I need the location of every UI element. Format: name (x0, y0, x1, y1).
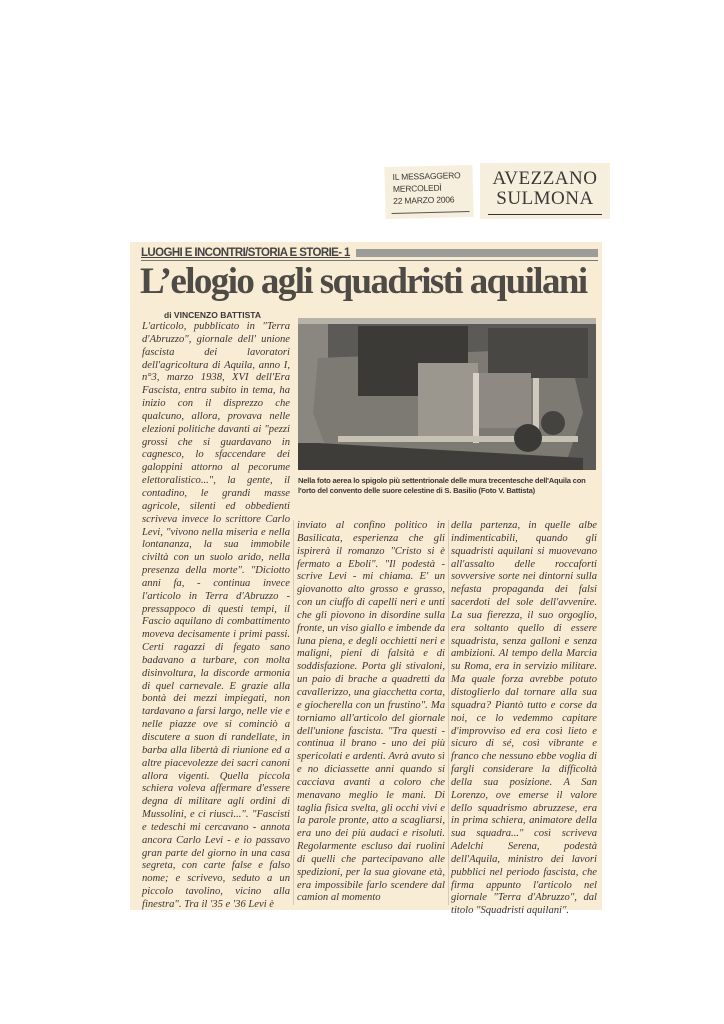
date-underline (392, 211, 470, 214)
rubric-bar (356, 249, 598, 257)
aerial-photo-image (298, 318, 596, 470)
article-column-3: della partenza, in quelle albe indimenticabili, quando gli squadristi aquilani si muovevano all'assalto delle roccaforti sovversive sorte nei dintorni sulla nefasta propaganda dei falsi sacerdoti del sole dell'avvenire. La sua fierezza, il suo orgoglio, era soltanto quello di essere squadrista, senza galloni e senza ambizioni. Al tempo della Marcia su Roma, era in servizio militare. Ma quale forza avrebbe potuto distoglierlo dal tornare alla sua squadra? Piantò tutto e corse da noi, ce lo vedemmo capitare d'improvviso ed era così lieto e sicuro di sé, così vibrante e franco che nessuno ebbe voglia di fargli considerare la difficoltà della sua posizione. A San Lorenzo, ove emerse il valore dello squadrismo abruzzese, era in prima schiera, animatore della sua squadra..." così scriveva Adelchi Serena, podestà dell'Aquila, ministro dei lavori pubblici nel periodo fascista, che firma appunto l'articolo nel giornale "Terra d'Abruzzo", dal titolo "Squadristi aquilani". (451, 520, 597, 917)
column-divider (293, 520, 294, 905)
column-divider (448, 520, 449, 905)
newspaper-name: IL MESSAGGERO (392, 170, 461, 182)
edition-city-1: AVEZZANO (492, 168, 598, 189)
rubric-label: LUOGHI E INCONTRI/STORIA E STORIE- 1 (141, 247, 350, 259)
edition-clipping (480, 163, 610, 219)
aerial-photo (298, 318, 596, 470)
publication-date: 22 MARZO 2006 (393, 194, 455, 206)
article-column-1: L'articolo, pubblicato in "Terra d'Abruzzo", giornale dell' unione fascista dei lavoratori dell'agricoltura di Aquila, anno I, n°3, marzo 1938, XVI dell'Era Fascista, entra subito in tema, ha inizio con il disprezzo che qualcuno, allora, provava nelle elezioni politiche davanti ai "pezzi grossi che si guardavano in cagnesco, lo sfaccendare dei galoppini attorno al pecorume elettoralistico...", la gente, il contadino, le grandi masse agricole, silenti ed obbedienti scriveva invece lo scrittore Carlo Levi, "vivono nella miseria e nella lontananza, la sua immobile civiltà con un suolo arido, nella presenza della morte". "Diciotto anni fa, - continua invece l'articolo in Terra d'Abruzzo - pressappoco di questi tempi, il Fascio aquilano di combattimento moveva decisamente i primi passi. Certi ragazzi di fegato sano badavano a turbare, con molta disinvoltura, la discorde armonia di quel carnevale. E grazie alla bontà dei mezzi impiegati, non tardavano a farsi largo, nelle vie e nelle piazze ove si cominciò a discutere a suon di randellate, in barba alla libertà di riunione ed a altre piacevolezze dei sacri canoni allora vigenti. Quella piccola schiera voleva affermare d'essere degna di militare agli ordini di Mussolini, e ci riuscì...". "Fascisti e tedeschi mi cercavano - annota ancora Carlo Levi - e io passavo gran parte del giorno in una casa segreta, con carte false e falso nome; e scrivevo, seduto a un piccolo tavolino, vicino alla finestra". Tra il '35 e '36 Levi è (142, 321, 290, 910)
photo-caption: Nella foto aerea lo spigolo più settentrionale delle mura trecentesche dell'Aquila con l'orto del convento delle suore celestine di S. Basilio (Foto V. Battista) (298, 476, 586, 495)
edition-city-2: SULMONA (496, 188, 594, 209)
article-column-2: inviato al confino politico in Basilicata, esperienza che gli ispirerà il romanzo "Cristo si è fermato a Eboli". "Il podestà - scrive Levi - mi chiama. E' un giovanotto alto grosso e grasso, con un ciuffo di capelli neri e unti che gli piovono in disordine sulla fronte, un viso giallo e imbende da luna piena, e degli occhietti neri e maligni, pieni di falsità e di soddisfazione. Porta gli stivaloni, un paio di brache a quadretti da cavallerizzo, una giacchetta corta, e giocherella con un frustino". Ma torniamo all'articolo del giornale dell'unione fascista. "Tra questi - continua il brano - uno dei più spericolati e ardenti. Avrà avuto sì e no diciassette anni quando si cacciava avanti a coloro che menavano meglio le mani. Di taglia fisica svelta, gli occhi vivi e la parole pronte, atto a scagliarsi, era uno dei più audaci e risoluti. Regolarmente escluso dai ruolini di quelli che partecipavano alle spedizioni, per la sua giovane età, era impossibile farlo scendere dal camion al momento (297, 520, 445, 904)
article-clipping (130, 242, 602, 917)
byline: di VINCENZO BATTISTA (164, 310, 261, 320)
edition-underline (488, 214, 602, 215)
newspaper-date-clipping (384, 165, 473, 219)
headline: L’elogio agli squadristi aquilani (140, 261, 587, 302)
weekday: MERCOLEDÌ (392, 182, 442, 194)
rubric (141, 246, 598, 261)
